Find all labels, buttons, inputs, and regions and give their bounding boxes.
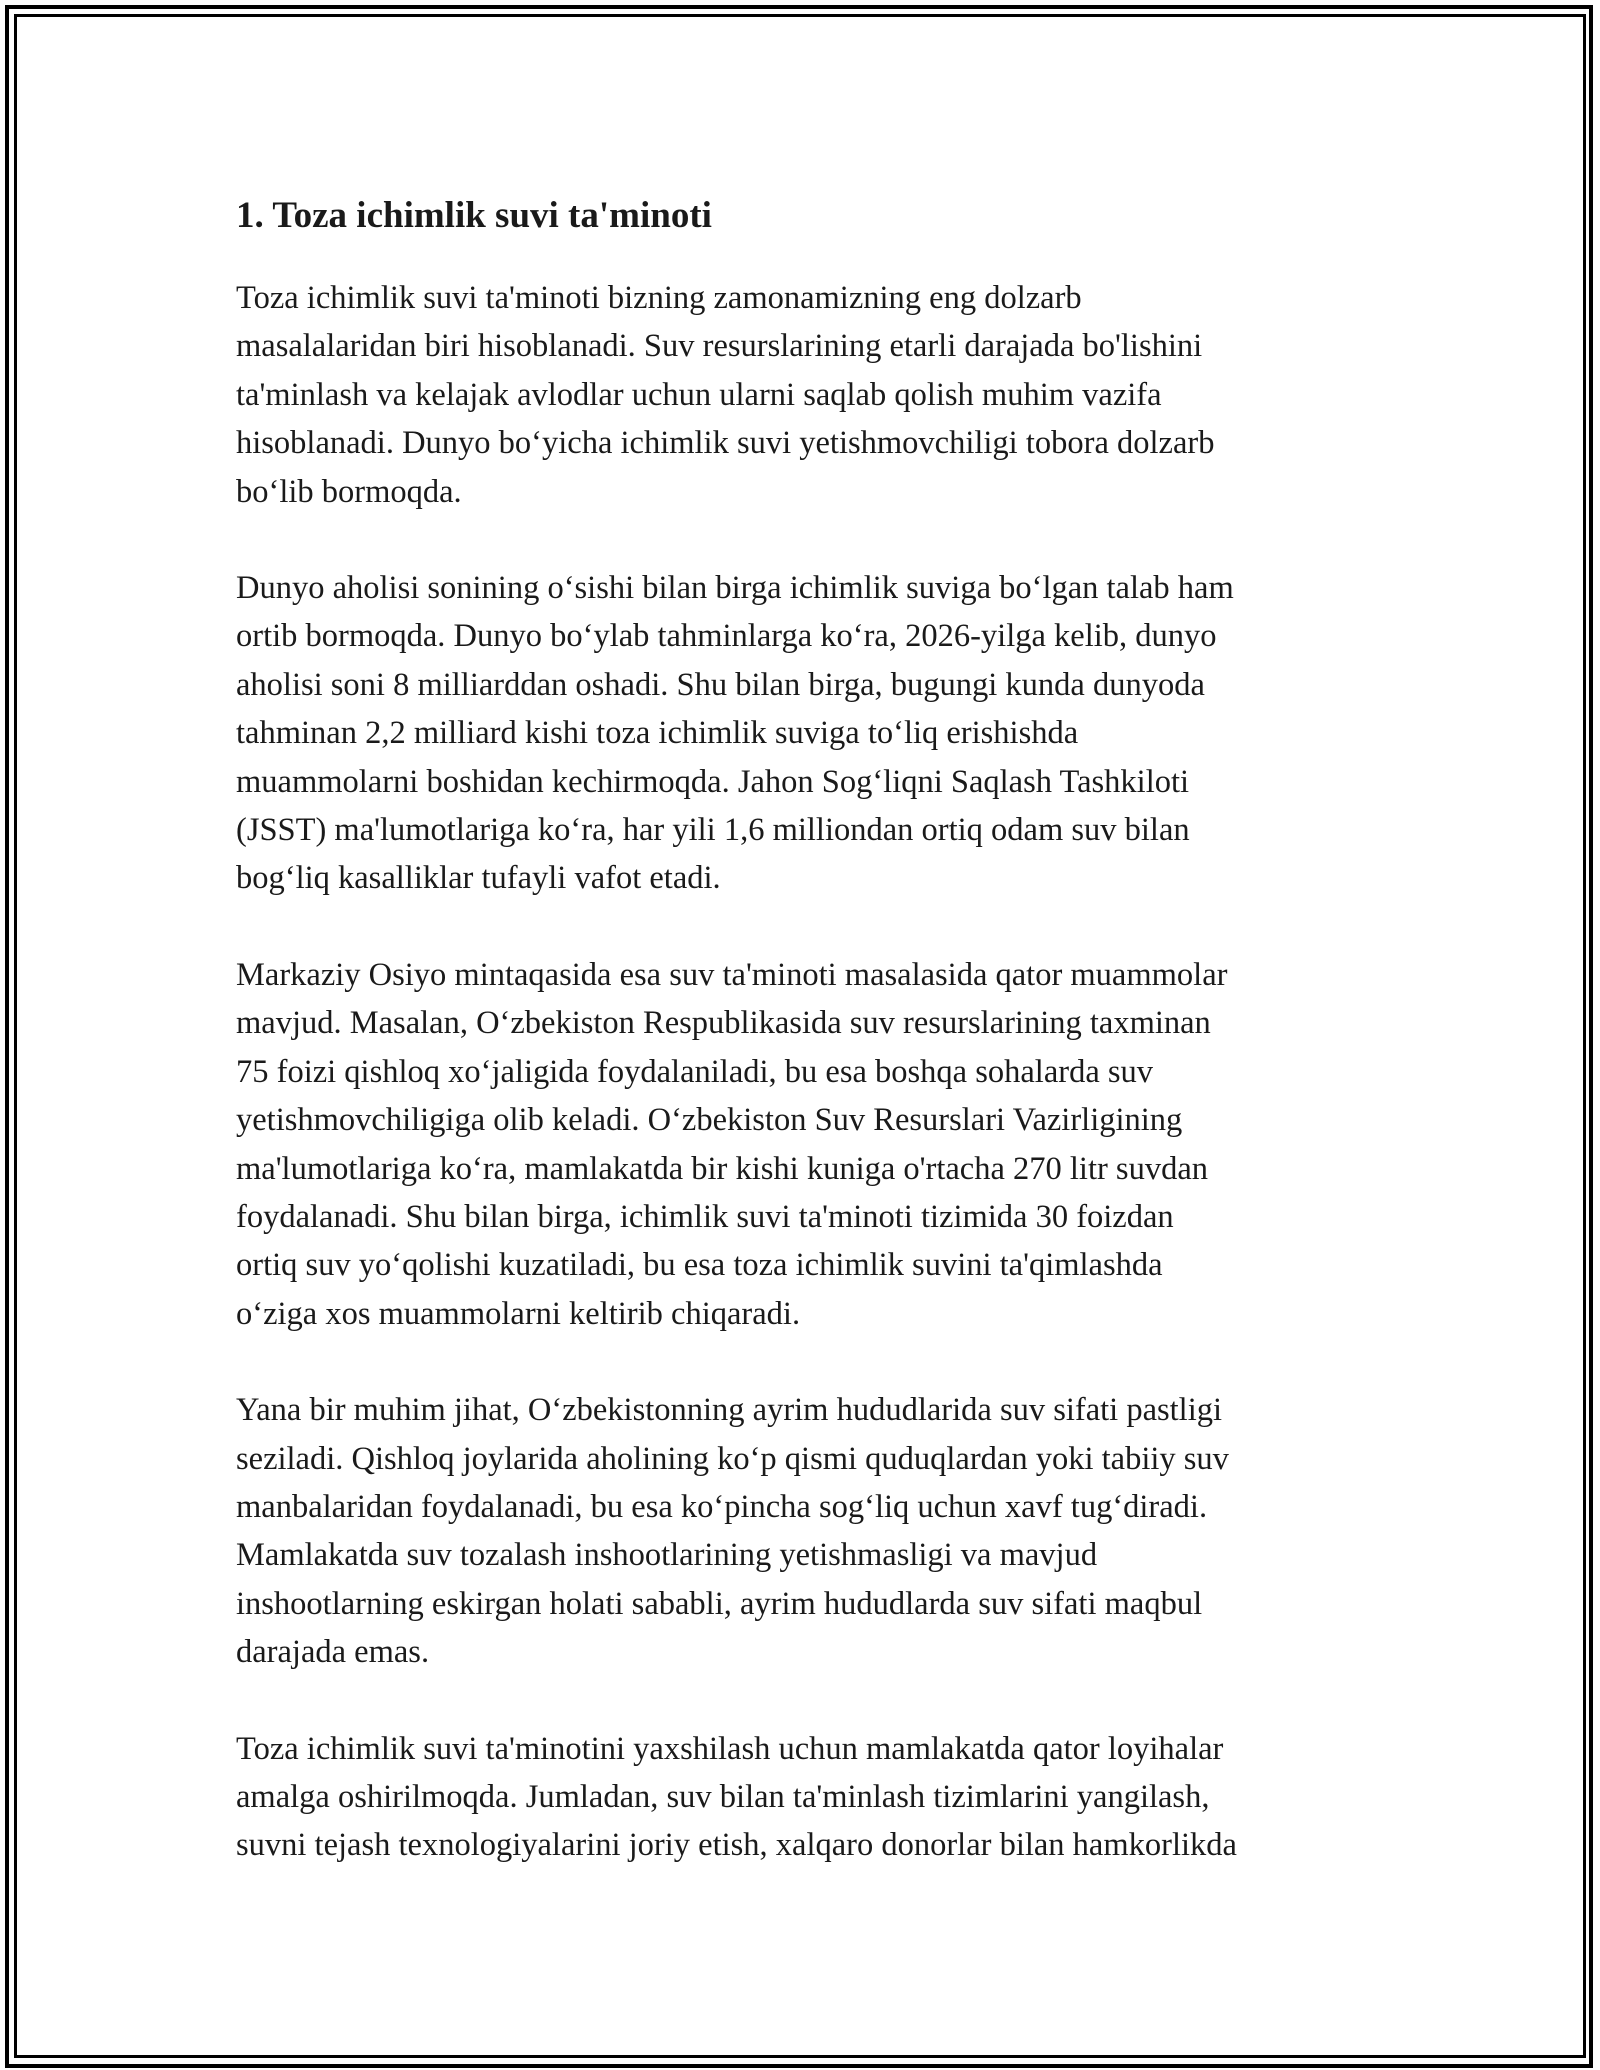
paragraph-line: amalga oshirilmoqda. Jumladan, suv bilan ta'minlash tizimlarini yangilash,: [236, 1778, 1210, 1815]
paragraph-line: 75 foizi qishloq xo‘jaligida foydalaniladi, bu esa boshqa sohalarda suv: [236, 1053, 1154, 1090]
paragraph-line: Toza ichimlik suvi ta'minotini yaxshilash uchun mamlakatda qator loyihalar: [236, 1730, 1224, 1767]
paragraph-line: suvni tejash texnologiyalarini joriy etish, xalqaro donorlar bilan hamkorlikda: [236, 1827, 1237, 1864]
paragraph-line: manbalaridan foydalanadi, bu esa ko‘pincha sog‘liq uchun xavf tug‘diradi.: [236, 1488, 1208, 1525]
paragraph: [236, 564, 1376, 903]
paragraph-line: masalalaridan biri hisoblanadi. Suv resurslarining etarli darajada bo'lishini: [236, 328, 1203, 365]
paragraph-line: darajada emas.: [236, 1634, 430, 1671]
paragraph-line: muammolarni boshidan kechirmoqda. Jahon Sog‘liqni Saqlash Tashkiloti: [236, 763, 1190, 800]
paragraph-line: inshootlarning eskirgan holati sababli, ayrim hududlarda suv sifati maqbul: [236, 1585, 1203, 1622]
paragraph-line: bo‘lib bormoqda.: [236, 473, 462, 510]
paragraph: [236, 951, 1376, 1338]
paragraph-line: (JSST) ma'lumotlariga ko‘ra, har yili 1,6 milliondan ortiq odam suv bilan: [236, 812, 1190, 849]
paragraph-line: tahminan 2,2 milliard kishi toza ichimlik suviga to‘liq erishishda: [236, 715, 1079, 752]
paragraph-line: aholisi soni 8 milliarddan oshadi. Shu bilan birga, bugungi kunda dunyoda: [236, 666, 1205, 703]
paragraph: [236, 1386, 1376, 1676]
paragraph-list: [236, 274, 1376, 1870]
paragraph-line: mavjud. Masalan, O‘zbekiston Respublikasida suv resurslarining taxminan: [236, 1005, 1211, 1042]
paragraph-line: Markaziy Osiyo mintaqasida esa suv ta'minoti masalasida qator muammolar: [236, 956, 1228, 993]
paragraph-line: ma'lumotlariga ko‘ra, mamlakatda bir kishi kuniga o'rtacha 270 litr suvdan: [236, 1150, 1209, 1187]
paragraph-line: foydalanadi. Shu bilan birga, ichimlik suvi ta'minoti tizimida 30 foizdan: [236, 1198, 1174, 1235]
paragraph-line: ortiq suv yo‘qolishi kuzatiladi, bu esa toza ichimlik suvini ta'qimlashda: [236, 1247, 1163, 1284]
section-title: 1. Toza ichimlik suvi ta'minoti: [236, 195, 712, 236]
paragraph-line: seziladi. Qishloq joylarida aholining ko‘p qismi quduqlardan yoki tabiiy suv: [236, 1440, 1229, 1477]
paragraph-line: Yana bir muhim jihat, O‘zbekistonning ayrim hududlarida suv sifati pastligi: [236, 1392, 1223, 1429]
paragraph-line: yetishmovchiligiga olib keladi. O‘zbekiston Suv Resurslari Vazirligining: [236, 1102, 1183, 1139]
paragraph-line: Mamlakatda suv tozalash inshootlarining yetishmasligi va mavjud: [236, 1537, 1098, 1574]
paragraph-line: ortib bormoqda. Dunyo bo‘ylab tahminlarga ko‘ra, 2026-yilga kelib, dunyo: [236, 618, 1217, 655]
paragraph: [236, 1725, 1376, 1870]
paragraph-line: Dunyo aholisi sonining o‘sishi bilan birga ichimlik suviga bo‘lgan talab ham: [236, 570, 1234, 607]
document-page: [236, 192, 1376, 1918]
paragraph-line: bog‘liq kasalliklar tufayli vafot etadi.: [236, 860, 721, 897]
paragraph-line: Toza ichimlik suvi ta'minoti bizning zamonamizning eng dolzarb: [236, 280, 1082, 316]
paragraph-line: hisoblanadi. Dunyo bo‘yicha ichimlik suvi yetishmovchiligi tobora dolzarb: [236, 425, 1215, 462]
paragraph-line: ta'minlash va kelajak avlodlar uchun ularni saqlab qolish muhim vazifa: [236, 376, 1162, 413]
paragraph: [236, 274, 1376, 516]
paragraph-line: o‘ziga xos muammolarni keltirib chiqaradi.: [236, 1295, 801, 1332]
